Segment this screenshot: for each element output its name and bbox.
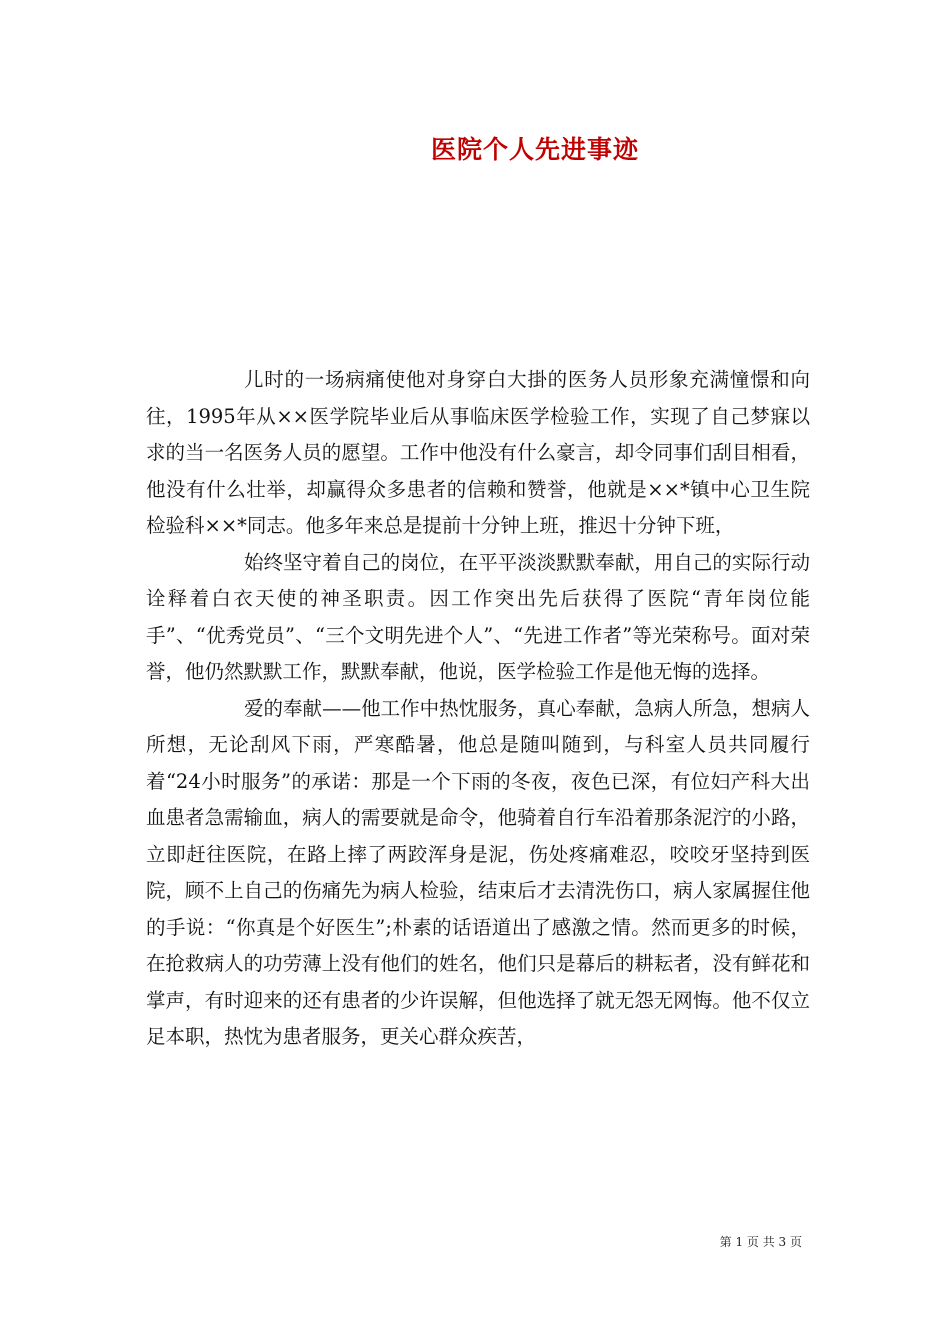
paragraph-1: 儿时的一场病痛使他对身穿白大掛的医务人员形象充满憧憬和向往，1995年从××医学院毕业后从事临床医学检验工作，实现了自己梦寐以求的当一名医务人员的愿望。工作中他没有什么豪言，却令同事们刮目相看，他没有什么壮举，却赢得众多患者的信赖和赞誉，他就是××*镇中心卫生院检验科××*同志。他多年来总是提前十分钟上班，推迟十分钟下班， bbox=[146, 368, 810, 537]
document-title: 医院个人先进事迹 bbox=[430, 135, 639, 164]
paragraph-3: 爱的奉献——他工作中热忱服务，真心奉献，急病人所急，想病人所想，无论刮风下雨，严寒酷暑，他总是随叫随到，与科室人员共同履行着“24小时服务”的承诺：那是一个下雨的冬夜，夜色已深，有位妇产科大出血患者急需输血，病人的需要就是命令，他骑着自行车沿着那条泥泞的小路，立即赶往医院，在路上摔了两跤浑身是泥，伤处疼痛难忍，咬咬牙坚持到医院，顾不上自己的伤痛先为病人检验，结束后才去清洗伤口，病人家属握住他的手说：“你真是个好医生”;朴素的话语道出了感激之情。然而更多的时候，在抢救病人的功劳薄上没有他们的姓名，他们只是幕后的耕耘者，没有鲜花和掌声，有时迎来的还有患者的少许误解，但他选择了就无怨无网悔。他不仅立足本职，热忱为患者服务，更关心群众疾苦， bbox=[146, 696, 810, 1048]
document-body bbox=[146, 362, 810, 1056]
paragraph-2: 始终坚守着自己的岗位，在平平淡淡默默奉献，用自己的实际行动诠释着白衣天使的神圣职责。因工作突出先后获得了医院“青年岗位能手”、“优秀党员”、“三个文明先进个人”、“先进工作者”等光荣称号。面对荣誉，他仍然默默工作，默默奉献，他说，医学检验工作是他无悔的选择。 bbox=[146, 550, 810, 683]
page-footer: 第 1 页 共 3 页 bbox=[719, 1235, 802, 1249]
